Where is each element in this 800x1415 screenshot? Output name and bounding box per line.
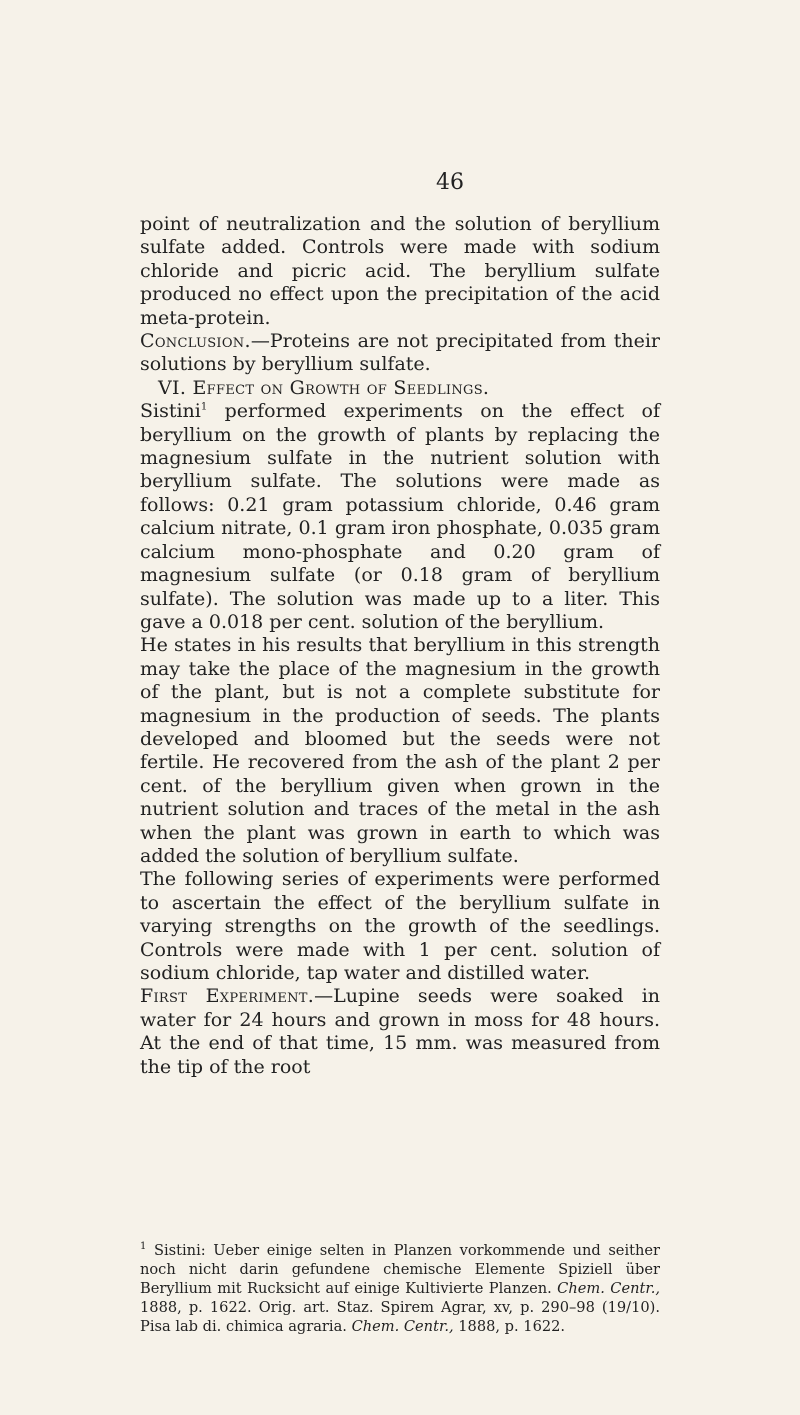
section-heading: VI. Effect on Growth of Seedlings. (158, 376, 490, 399)
first-experiment-text: —Lupine seeds were soaked in water for 24 hours and grown in moss for 48 hours. At the end of that time, 15 mm. was measured from the tip of the root (140, 985, 661, 1078)
paragraph-series: The following series of experiments were performed to ascertain the effect of the beryllium sulfate in varying strengths on the growth of the seedlings. Controls were made with 1 per cent. solution of sodium chloride, tap water and distilled water. (140, 868, 660, 984)
footnote-journal-2: Chem. Centr., (351, 1318, 454, 1335)
footnotes (140, 1241, 660, 1336)
footnote-ref: 1 (200, 401, 208, 413)
conclusion-label: Conclusion. (140, 330, 251, 353)
paragraph-results: He states in his results that beryllium in this strength may take the place of the magnesium in the growth of the plant, but is not a complete substitute for magnesium in the production of seeds. The plants developed and bloomed but the seeds were not fertile. He recovered from the ash of the plant 2 per cent. of the beryllium given when grown in the nutrient solution and traces of the metal in the ash when the plant was grown in earth to which was added the solution of beryllium sulfate. (140, 634, 660, 867)
footnote-text-a: Sistini: Ueber einige selten in Planzen vorkommende und seither noch nicht darin gefundene chemische Elemente Spiziell über Beryllium mit Rucksicht auf einige Kultivierte Planzen. (140, 1242, 660, 1297)
page-number: 46 (436, 170, 464, 195)
footnote-text-c: 1888, p. 1622. (453, 1318, 566, 1335)
paragraph-conclusion (140, 330, 660, 377)
body-text (140, 213, 660, 1079)
first-experiment-label: First Experiment. (140, 985, 315, 1008)
conclusion-text: —Proteins are not precipitated from their solutions by beryllium sulfate. (140, 330, 660, 376)
paragraph-first-experiment (140, 985, 660, 1079)
footnote-journal-1: Chem. Centr., (557, 1280, 660, 1297)
paragraph-sistini (140, 400, 660, 634)
footnote-marker: 1 (140, 1241, 147, 1253)
sistini-text: performed experiments on the effect of beryllium on the growth of plants by replacing the magnesium sulfate in the nutrient solution with beryllium sulfate. The solutions were made as follows: 0.21 gram potassium chloride, 0.46 gram calcium nitrate, 0.1 gram iron phosphate, 0.035 gram calcium mono-phosphate and 0.20 gram of magnesium sulfate (or 0.18 gram of beryllium sulfate). The solution was made up to a liter. This gave a 0.018 per cent. solution of the beryllium. (140, 400, 660, 633)
paragraph-neutralization: point of neutralization and the solution of beryllium sulfate added. Controls were made with sodium chloride and picric acid. The beryllium sulfate produced no effect upon the precipitation of the acid meta-protein. (140, 213, 660, 329)
author-name: Sistini (140, 400, 201, 423)
footnote-text-b: 1888, p. 1622. Orig. art. Staz. Spirem Agrar, xv, p. 290–98 (19/10). Pisa lab di. chimica agraria. (140, 1299, 660, 1335)
footnote (140, 1241, 660, 1336)
